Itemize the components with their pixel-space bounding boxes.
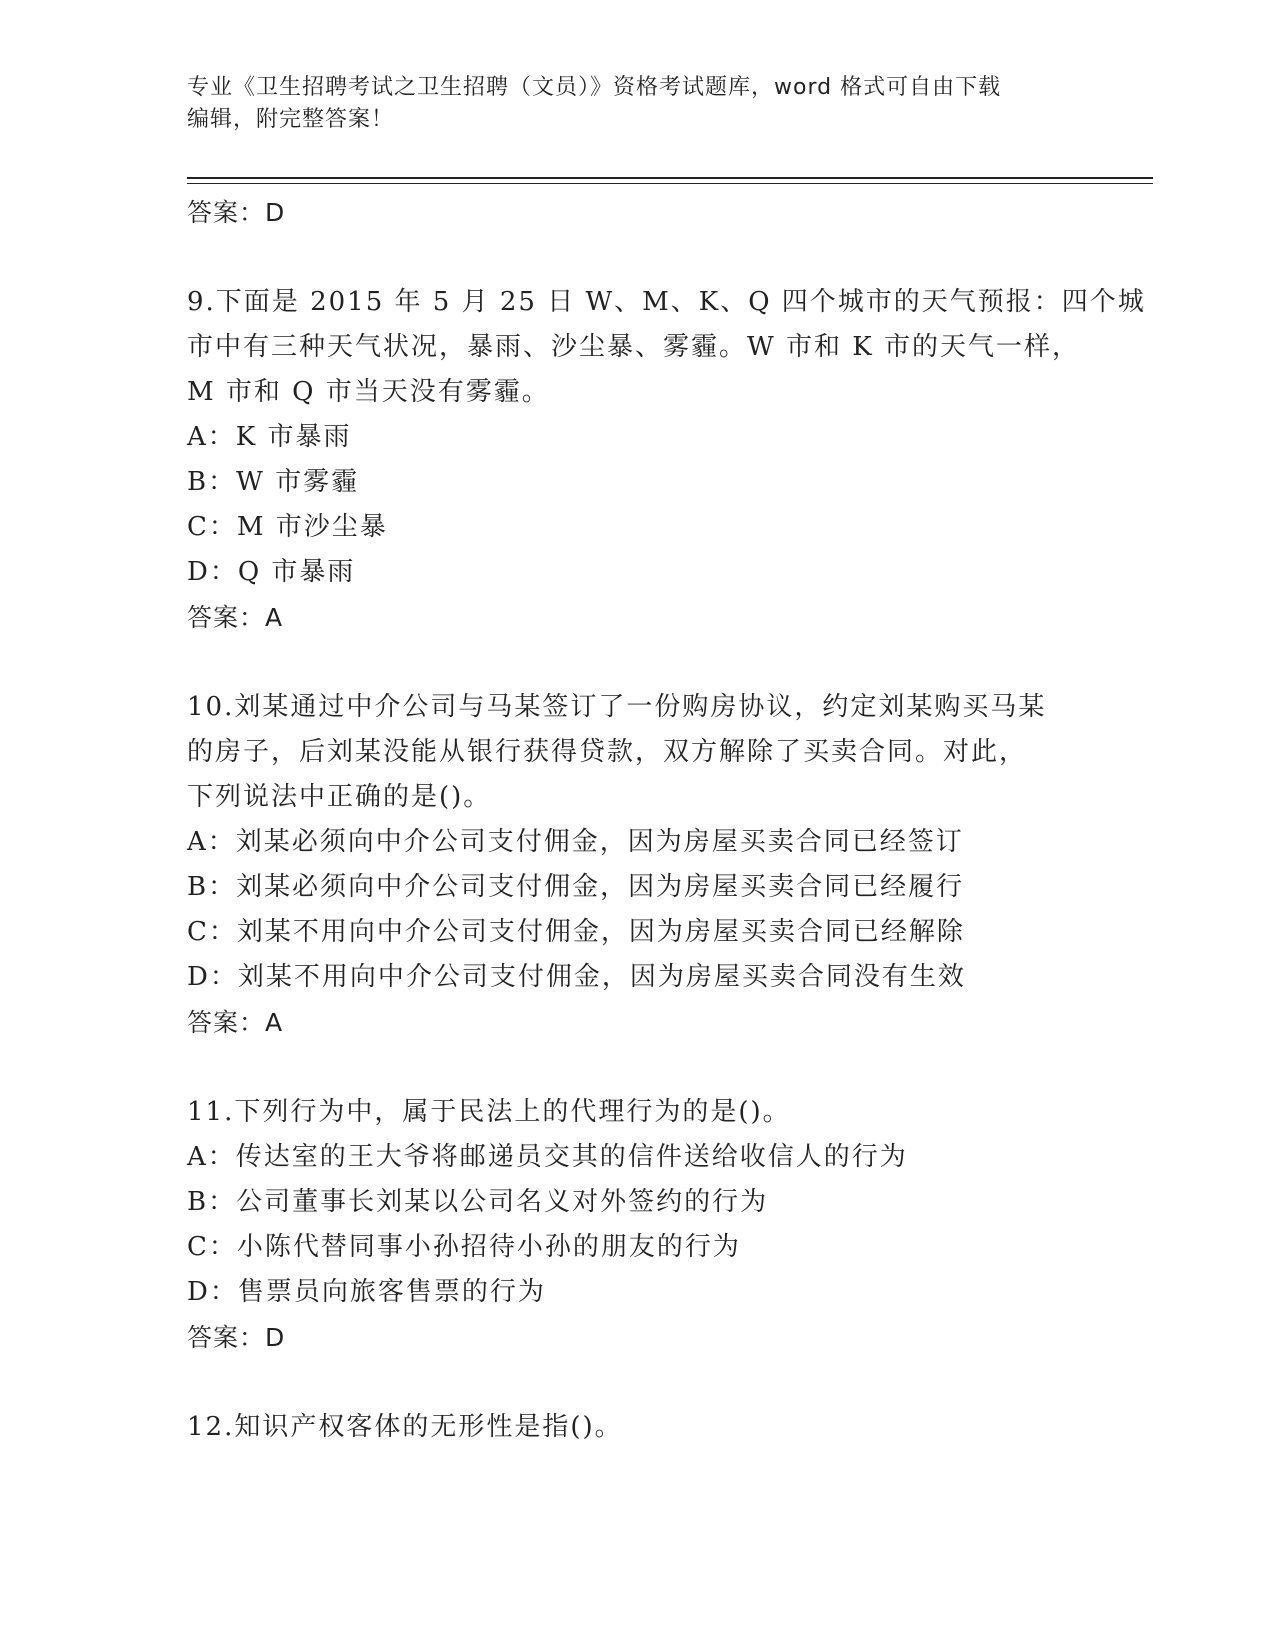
answer-line: 答案：D	[187, 1323, 286, 1352]
option-c: C：M 市沙尘暴	[187, 512, 388, 542]
option-a: A：K 市暴雨	[187, 422, 352, 452]
header-line-1: 专业《卫生招聘考试之卫生招聘（文员）》资格考试题库，word 格式可自由下载	[187, 75, 1002, 100]
question-text-line: 12.知识产权客体的无形性是指()。	[187, 1412, 623, 1442]
option-c: C：小陈代替同事小孙招待小孙的朋友的行为	[187, 1232, 741, 1262]
option-a: A：刘某必须向中介公司支付佣金，因为房屋买卖合同已经签订	[187, 827, 964, 857]
header-divider-thin	[187, 183, 1153, 184]
spacer	[187, 1360, 1087, 1405]
question-text-line: M 市和 Q 市当天没有雾霾。	[187, 377, 550, 407]
spacer	[187, 1045, 1087, 1090]
answer-line: 答案：A	[187, 603, 284, 632]
question-content	[187, 190, 1146, 1450]
option-b: B：刘某必须向中介公司支付佣金，因为房屋买卖合同已经履行	[187, 872, 965, 902]
option-a: A：传达室的王大爷将邮递员交其的信件送给收信人的行为	[187, 1142, 908, 1172]
question-9	[187, 280, 1146, 640]
question-12	[187, 1405, 1087, 1450]
option-b: B：公司董事长刘某以公司名义对外签约的行为	[187, 1187, 769, 1217]
option-d: D：刘某不用向中介公司支付佣金，因为房屋买卖合同没有生效	[187, 962, 966, 992]
question-text-line: 的房子，后刘某没能从银行获得贷款，双方解除了买卖合同。对此，	[187, 737, 1028, 767]
option-d: D：Q 市暴雨	[187, 557, 356, 587]
option-c: C：刘某不用向中介公司支付佣金，因为房屋买卖合同已经解除	[187, 917, 965, 947]
question-text-line: 10.刘某通过中介公司与马某签订了一份购房协议，约定刘某购买马某	[187, 692, 1047, 722]
spacer	[187, 640, 1087, 685]
question-10	[187, 685, 1087, 1045]
question-text-line: 11.下列行为中，属于民法上的代理行为的是()。	[187, 1097, 791, 1127]
header-line-2: 编辑，附完整答案！	[187, 107, 395, 132]
option-d: D：售票员向旅客售票的行为	[187, 1277, 546, 1307]
answer-line: 答案：A	[187, 1008, 284, 1037]
option-b: B：W 市雾霾	[187, 467, 360, 497]
question-text-line: 下列说法中正确的是()。	[187, 782, 492, 812]
spacer	[187, 235, 1087, 280]
document-header	[187, 72, 1087, 136]
question-text-line: 9.下面是 2015 年 5 月 25 日 W、M、K、Q 四个城市的天气预报：四个城	[187, 287, 1146, 317]
question-11	[187, 1090, 1087, 1360]
header-divider-thick	[187, 177, 1153, 179]
answer-line: 答案：D	[187, 198, 286, 227]
question-text-line: 市中有三种天气状况，暴雨、沙尘暴、雾霾。W 市和 K 市的天气一样，	[187, 332, 1080, 362]
